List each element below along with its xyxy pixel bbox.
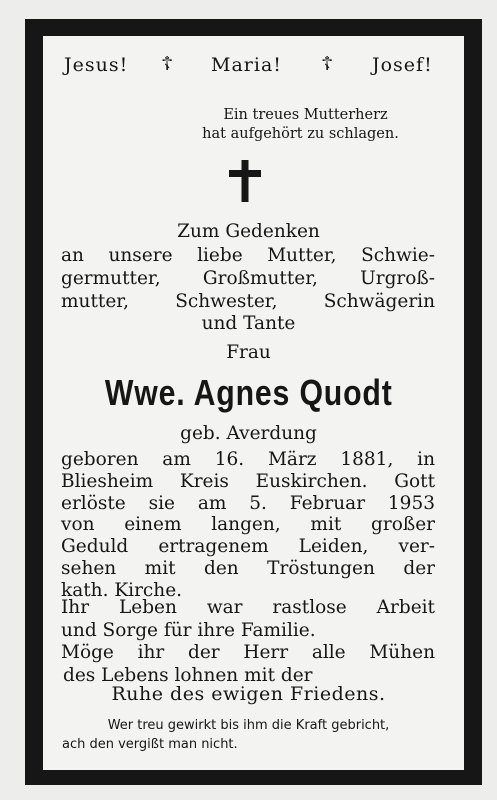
- cross-horizontal-bar: [229, 170, 261, 177]
- biography-line: kath. Kirche.: [61, 579, 183, 601]
- cross-icon: [229, 160, 261, 202]
- biography-line: Geduld ertragenem Leiden, ver-: [61, 536, 435, 558]
- closing-line: Ruhe des ewigen Friedens.: [111, 683, 386, 705]
- life-line: des Lebens lohnen mit der: [63, 664, 313, 686]
- motto-line: Ein treues Mutterherz: [223, 107, 388, 123]
- biography-line: erlöste sie am 5. Februar 1953: [61, 492, 435, 514]
- invocation-jesus: Jesus!: [64, 54, 129, 76]
- cross-vertical-bar: [242, 160, 249, 202]
- orthodox-cross-icon: ☦: [321, 53, 334, 75]
- dedication-title: Zum Gedenken: [177, 221, 320, 242]
- motto-line: hat aufgehört zu schlagen.: [202, 126, 399, 142]
- biography-line: sehen mit den Tröstungen der: [61, 557, 435, 579]
- closing-quote: [0, 716, 497, 754]
- orthodox-cross-icon: ☦: [161, 53, 174, 75]
- life-text: [61, 597, 435, 687]
- biography-line: geboren am 16. März 1881, in: [61, 449, 435, 470]
- dedication-line: germutter, Großmutter, Urgroß-: [61, 268, 435, 289]
- biography: [61, 449, 435, 602]
- life-line: Möge ihr der Herr alle Mühen: [61, 642, 435, 663]
- dedication-line: und Tante: [201, 313, 296, 334]
- life-line: und Sorge für ihre Familie.: [61, 619, 316, 641]
- salutation: Frau: [226, 342, 271, 363]
- invocation-maria: Maria!: [211, 54, 282, 76]
- header-invocation: [0, 54, 497, 80]
- deceased-name: Wwe. Agnes Quodt: [104, 372, 393, 413]
- biography-line: Bliesheim Kreis Euskirchen. Gott: [61, 470, 435, 492]
- dedication-line: an unsere liebe Mutter, Schwie-: [61, 245, 435, 266]
- life-line: Ihr Leben war rastlose Arbeit: [61, 597, 435, 618]
- quote-line: ach den vergißt man nicht.: [62, 737, 238, 752]
- invocation-josef: Josef!: [372, 54, 433, 76]
- dedication-text: [61, 244, 435, 313]
- quote-line: Wer treu gewirkt bis ihm die Kraft gebricht,: [107, 718, 390, 733]
- maiden-name: geb. Averdung: [180, 423, 317, 444]
- biography-line: von einem langen, mit großer: [61, 514, 435, 536]
- dedication-line: mutter, Schwester, Schwägerin: [61, 291, 435, 312]
- motto: [0, 106, 497, 144]
